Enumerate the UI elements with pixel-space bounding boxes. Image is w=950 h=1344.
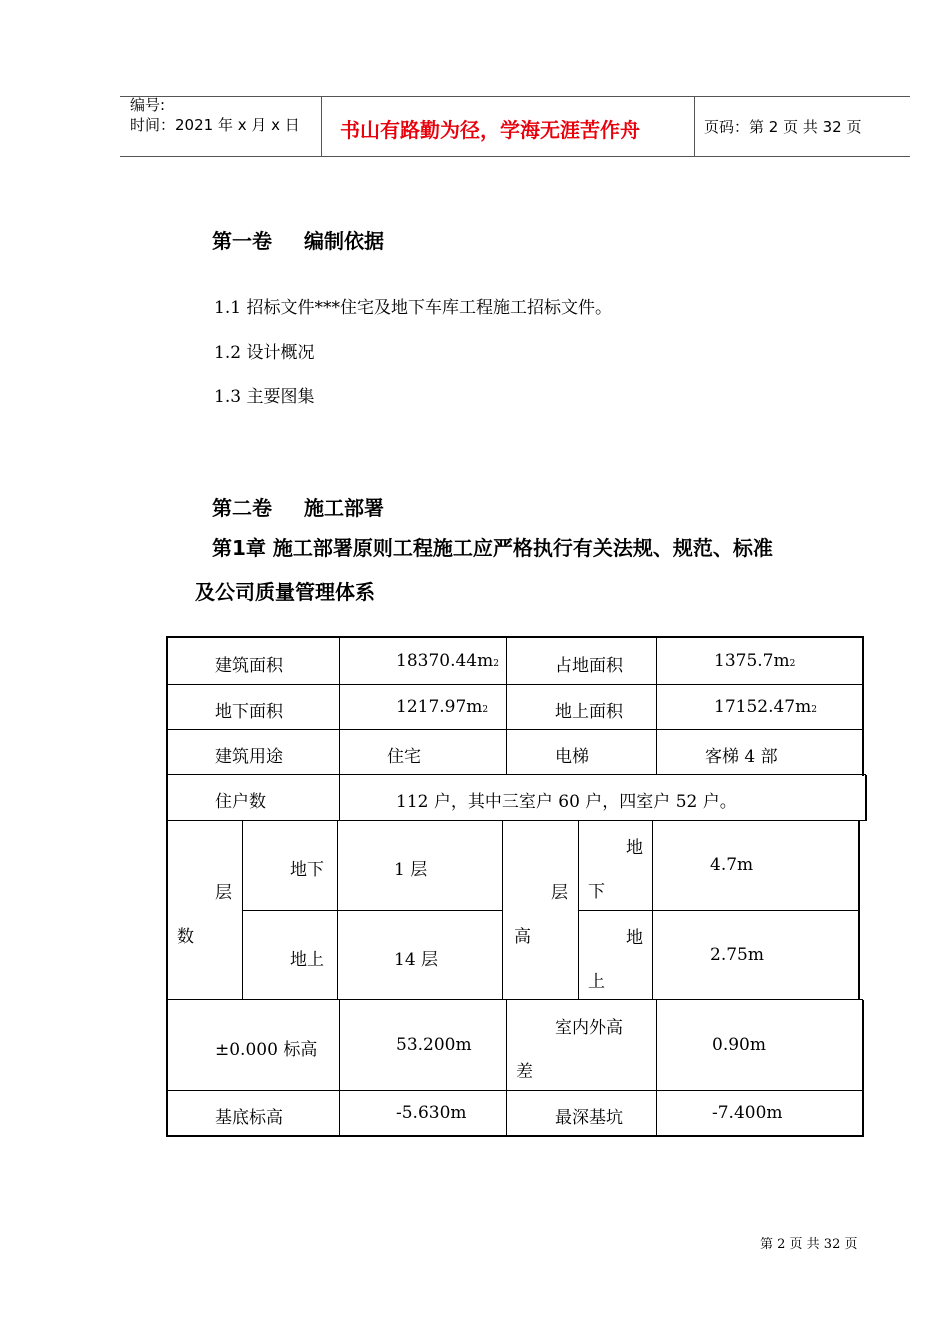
cell-label: 电梯	[555, 747, 589, 767]
header-motto: 书山有路勤为径，学海无涯苦作舟	[340, 118, 640, 142]
cell-label: 室内外高	[555, 1018, 623, 1038]
table-border	[862, 1000, 864, 1137]
cell-label: 地	[626, 928, 643, 948]
header-page-label: 页码：第 2 页 共 32 页	[704, 118, 862, 136]
table-rule	[578, 910, 859, 911]
cell-value: 0.90m	[712, 1035, 766, 1055]
cell-label: 地上	[290, 950, 324, 970]
cell-label: 地	[626, 838, 643, 858]
list-item: 1.3 主要图集	[214, 387, 315, 407]
cell-value: 1375.7m2	[714, 651, 796, 671]
table-border	[166, 636, 168, 1137]
cell-value: -5.630m	[396, 1103, 467, 1123]
cell-value: 住宅	[387, 747, 421, 767]
cell-value: 112 户，其中三室户 60 户，四室户 52 户。	[396, 792, 737, 812]
table-rule	[656, 999, 657, 1136]
cell-label: 建筑面积	[215, 656, 283, 676]
volume2-name: 施工部署	[304, 496, 384, 520]
cell-label: 地上面积	[555, 702, 623, 722]
cell-label: 基底标高	[215, 1108, 283, 1128]
cell-label: 占地面积	[555, 656, 623, 676]
table-rule	[578, 820, 579, 1000]
cell-label: 层	[215, 883, 232, 903]
chapter-title-line1: 第1章 施工部署原则工程施工应严格执行有关法规、规范、标准	[212, 536, 773, 560]
table-rule	[166, 1090, 863, 1091]
table-rule	[166, 774, 866, 775]
cell-label: 上	[588, 972, 605, 992]
volume2-number: 第二卷	[212, 496, 272, 520]
volume1-title	[212, 225, 384, 254]
cell-value: 1217.97m2	[396, 697, 489, 717]
header-number-label: 编号:	[130, 96, 166, 114]
chapter-title-line2: 及公司质量管理体系	[195, 580, 375, 604]
table-rule	[502, 820, 503, 1000]
cell-value: 4.7m	[710, 855, 754, 875]
cell-value: 1 层	[394, 860, 428, 880]
list-item: 1.1 招标文件***住宅及地下车库工程施工招标文件。	[214, 298, 612, 318]
table-rule	[337, 820, 338, 1000]
table-rule	[242, 910, 502, 911]
table-rule	[339, 999, 340, 1136]
table-rule	[166, 684, 863, 685]
cell-value: 17152.47m2	[714, 697, 817, 717]
cell-value: 53.200m	[396, 1035, 472, 1055]
list-item: 1.2 设计概况	[214, 343, 315, 363]
cell-label: 高	[514, 927, 531, 947]
table-border	[862, 636, 864, 776]
header-divider	[321, 96, 322, 157]
cell-label: 数	[177, 927, 194, 947]
cell-label: 下	[588, 882, 605, 902]
table-border	[865, 775, 867, 821]
cell-value: 客梯 4 部	[705, 747, 778, 767]
cell-label: ±0.000 标高	[215, 1040, 318, 1060]
table-rule	[166, 729, 863, 730]
cell-label: 最深基坑	[555, 1108, 623, 1128]
table-rule	[242, 820, 243, 1000]
volume1-number: 第一卷	[212, 229, 272, 253]
cell-value: 14 层	[394, 950, 439, 970]
cell-value: 2.75m	[710, 945, 764, 965]
page-footer: 第 2 页 共 32 页	[760, 1237, 858, 1252]
table-border	[166, 1135, 863, 1137]
table-rule	[339, 774, 340, 821]
header-time-label: 时间：2021 年 x 月 x 日	[130, 116, 300, 134]
cell-value: -7.400m	[712, 1103, 783, 1123]
cell-value: 18370.44m2	[396, 651, 499, 671]
cell-label: 层	[551, 883, 568, 903]
cell-label: 地下	[290, 860, 324, 880]
volume2-title	[212, 492, 384, 521]
table-rule	[656, 636, 657, 775]
cell-label: 建筑用途	[215, 747, 283, 767]
table-rule	[652, 820, 653, 1000]
table-rule	[506, 636, 507, 775]
header-divider	[694, 96, 695, 157]
table-rule	[166, 999, 863, 1000]
cell-label: 住户数	[215, 792, 266, 812]
volume1-name: 编制依据	[304, 229, 384, 253]
header-bottom-rule	[120, 156, 910, 157]
cell-label: 差	[516, 1062, 533, 1082]
table-rule	[506, 999, 507, 1136]
table-rule	[339, 636, 340, 775]
table-rule	[166, 820, 866, 821]
table-border	[166, 636, 863, 638]
cell-label: 地下面积	[215, 702, 283, 722]
header-top-rule	[120, 96, 910, 97]
